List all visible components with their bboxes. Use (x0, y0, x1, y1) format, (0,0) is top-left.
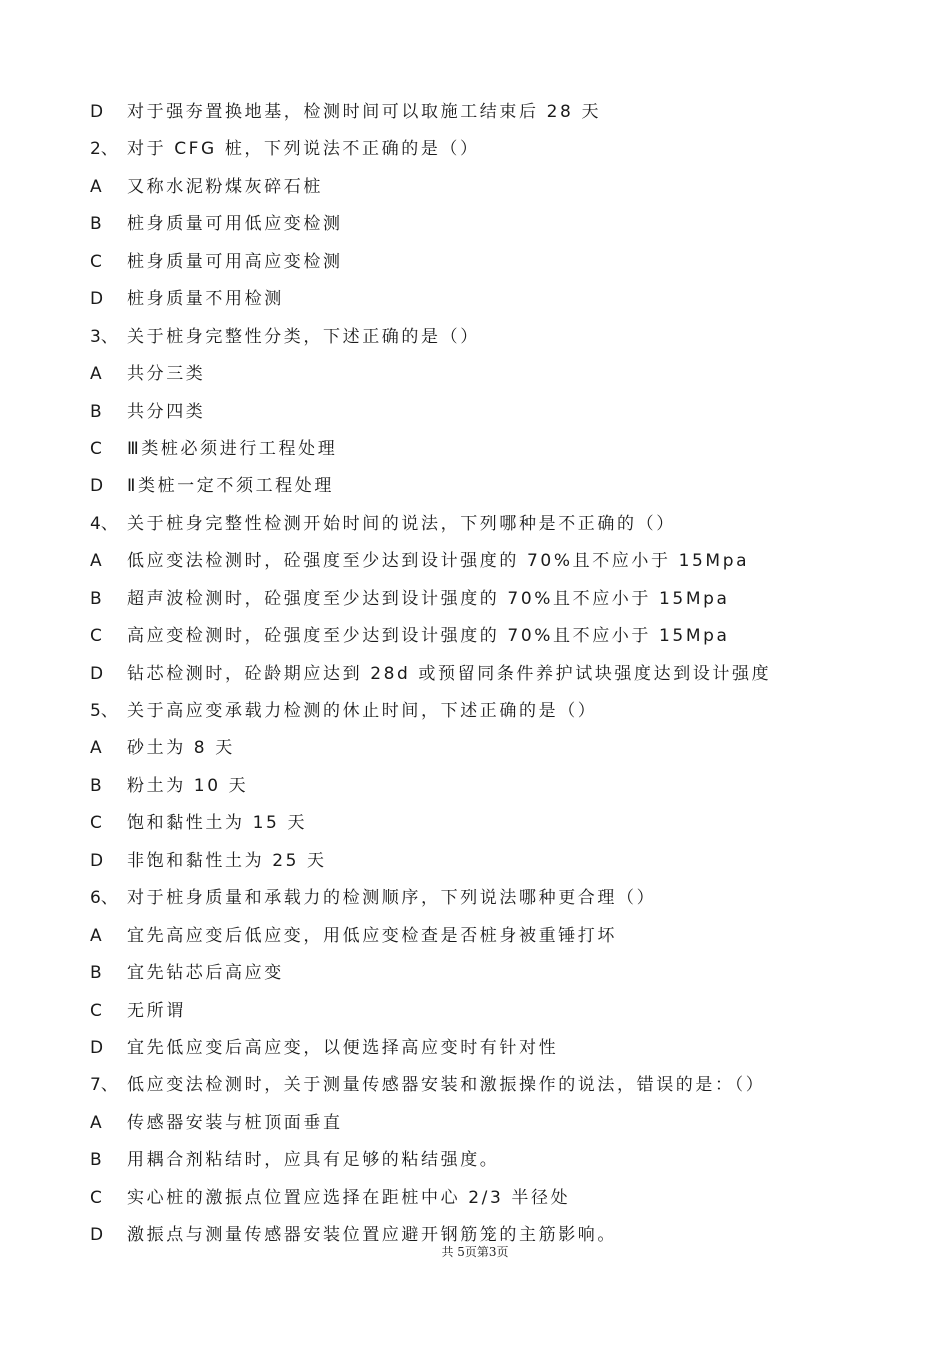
answer-option (90, 1184, 910, 1221)
option-text: 宜先钻芯后高应变 (127, 963, 284, 984)
option-text: 高应变检测时，砼强度至少达到设计强度的 70%且不应小于 15Mpa (127, 626, 730, 647)
question-text: 关于高应变承载力检测的休止时间，下述正确的是（） (127, 701, 598, 721)
option-text: 超声波检测时，砼强度至少达到设计强度的 70%且不应小于 15Mpa (127, 588, 730, 609)
option-text: 粉土为 10 天 (127, 775, 249, 796)
answer-option (90, 997, 910, 1034)
option-text: 实心桩的激振点位置应选择在距桩中心 2/3 半径处 (127, 1187, 571, 1208)
question-text: 低应变法检测时，关于测量传感器安装和激振操作的说法，错误的是：（） (127, 1075, 766, 1096)
option-letter: A (90, 364, 102, 385)
question-text: 关于桩身完整性检测开始时间的说法，下列哪种是不正确的（） (127, 513, 676, 534)
page-footer: 共 5页第3页 (441, 1245, 509, 1259)
option-text: 砂土为 8 天 (127, 738, 235, 759)
option-text: 低应变法检测时，砼强度至少达到设计强度的 70%且不应小于 15Mpa (127, 551, 750, 572)
option-text: 钻芯检测时，砼龄期应达到 28d 或预留同条件养护试块强度达到设计强度 (127, 663, 772, 684)
answer-option (90, 472, 910, 509)
answer-option (90, 959, 910, 996)
answer-option (90, 734, 910, 771)
answer-option (90, 98, 910, 135)
answer-option (90, 772, 910, 809)
question-number: 7、 (90, 1075, 118, 1096)
answer-option (90, 248, 910, 285)
option-letter: B (90, 588, 102, 609)
question-number: 4、 (90, 513, 118, 534)
option-text: 共分四类 (127, 401, 206, 422)
option-text: Ⅱ类桩一定不须工程处理 (127, 476, 334, 497)
option-letter: B (90, 401, 102, 422)
option-letter: D (90, 663, 104, 684)
question-stem (90, 323, 910, 360)
answer-option (90, 435, 910, 472)
question-text: 关于桩身完整性分类，下述正确的是（） (127, 326, 480, 347)
answer-option (90, 922, 910, 959)
option-letter: B (90, 963, 102, 984)
answer-option (90, 210, 910, 247)
question-text: 对于 CFG 桩，下列说法不正确的是（） (127, 139, 480, 160)
option-text: 宜先低应变后高应变，以便选择高应变时有针对性 (127, 1037, 559, 1058)
answer-option (90, 847, 910, 884)
option-text: 桩身质量可用高应变检测 (127, 251, 343, 272)
option-text: 桩身质量不用检测 (127, 289, 284, 310)
option-letter: D (90, 1225, 104, 1246)
option-text: 非饱和黏性土为 25 天 (127, 850, 327, 871)
option-letter: C (90, 626, 102, 647)
question-stem (90, 1071, 910, 1108)
question-number: 2、 (90, 139, 118, 160)
answer-option (90, 1109, 910, 1146)
option-letter: A (90, 551, 102, 572)
option-letter: C (90, 438, 102, 459)
question-number: 3、 (90, 326, 118, 347)
answer-option (90, 173, 910, 210)
option-text: 对于强夯置换地基，检测时间可以取施工结束后 28 天 (127, 102, 602, 122)
question-stem (90, 884, 910, 921)
option-text: Ⅲ类桩必须进行工程处理 (127, 438, 338, 459)
option-letter: C (90, 813, 102, 834)
option-letter: D (90, 1037, 104, 1058)
option-letter: C (90, 251, 102, 272)
answer-option (90, 809, 910, 846)
option-letter: D (90, 102, 104, 122)
answer-option (90, 585, 910, 622)
option-letter: A (90, 1112, 102, 1133)
option-letter: A (90, 176, 102, 197)
option-text: 激振点与测量传感器安装位置应避开钢筋笼的主筋影响。 (127, 1225, 617, 1246)
option-text: 宜先高应变后低应变，用低应变检查是否桩身被重锤打坏 (127, 925, 617, 946)
option-letter: B (90, 214, 102, 235)
option-letter: A (90, 925, 102, 946)
option-letter: B (90, 775, 102, 796)
option-text: 桩身质量可用低应变检测 (127, 214, 343, 235)
option-letter: D (90, 850, 104, 871)
question-number: 5、 (90, 701, 118, 721)
option-text: 共分三类 (127, 364, 206, 385)
question-number: 6、 (90, 888, 118, 909)
option-letter: C (90, 1187, 102, 1208)
answer-option (90, 1034, 910, 1071)
option-text: 又称水泥粉煤灰碎石桩 (127, 176, 323, 197)
option-text: 饱和黏性土为 15 天 (127, 813, 308, 834)
answer-option (90, 398, 910, 435)
question-list (90, 98, 910, 1259)
option-letter: D (90, 476, 104, 497)
option-letter: A (90, 738, 102, 759)
question-text: 对于桩身质量和承载力的检测顺序，下列说法哪种更合理（） (127, 888, 657, 909)
option-text: 无所谓 (127, 1000, 186, 1021)
answer-option (90, 360, 910, 397)
answer-option (90, 1146, 910, 1183)
answer-option (90, 660, 910, 697)
option-letter: B (90, 1150, 102, 1171)
question-stem (90, 135, 910, 172)
option-text: 传感器安装与桩顶面垂直 (127, 1112, 343, 1133)
question-stem (90, 697, 910, 734)
option-letter: C (90, 1000, 102, 1021)
answer-option (90, 285, 910, 322)
option-text: 用耦合剂粘结时，应具有足够的粘结强度。 (127, 1150, 500, 1171)
answer-option (90, 622, 910, 659)
option-letter: D (90, 289, 104, 310)
question-stem (90, 510, 910, 547)
answer-option (90, 547, 910, 584)
